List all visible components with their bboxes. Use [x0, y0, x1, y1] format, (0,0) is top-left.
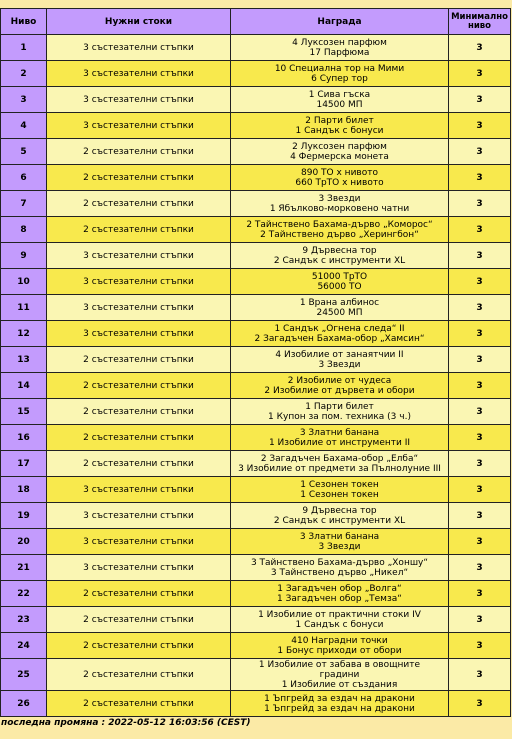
- min-level-cell: 3: [449, 243, 511, 269]
- reward-line: 2 Изобилие от чудеса: [287, 375, 392, 386]
- header-reward: Награда: [231, 9, 449, 35]
- reward-line: 51000 ТрТО: [311, 271, 368, 282]
- table-row: [1, 35, 511, 61]
- reward-cell: [231, 581, 449, 607]
- min-level-cell: 3: [449, 35, 511, 61]
- reward-cell: [231, 529, 449, 555]
- reward-line: 3 Тайнствено дърво „Никел“: [270, 567, 409, 578]
- goods-cell: 3 състезателни стъпки: [47, 477, 231, 503]
- goods-cell: 2 състезателни стъпки: [47, 633, 231, 659]
- level-cell: 11: [1, 295, 47, 321]
- level-cell: 13: [1, 347, 47, 373]
- reward-line: 1 Изобилие от инструменти II: [268, 437, 411, 448]
- goods-cell: 2 състезателни стъпки: [47, 581, 231, 607]
- reward-line: 3 Златни банана: [299, 427, 380, 438]
- reward-cell: [231, 165, 449, 191]
- reward-line: 1 Ъпгрейд за ездач на дракони: [264, 693, 415, 704]
- reward-cell: [231, 295, 449, 321]
- table-row: [1, 87, 511, 113]
- reward-cell: [231, 373, 449, 399]
- last-modified: последна промяна : 2022-05-12 16:03:56 (CEST): [1, 718, 251, 728]
- level-cell: 7: [1, 191, 47, 217]
- min-level-cell: 3: [449, 373, 511, 399]
- goods-cell: 2 състезателни стъпки: [47, 425, 231, 451]
- min-level-cell: 3: [449, 87, 511, 113]
- reward-cell: [231, 503, 449, 529]
- table-row: [1, 191, 511, 217]
- min-level-cell: 3: [449, 691, 511, 717]
- table-row: [1, 217, 511, 243]
- reward-line: 2 Загадъчен Бахама-обор „Хамсин“: [254, 333, 425, 344]
- level-cell: 22: [1, 581, 47, 607]
- min-level-cell: 3: [449, 581, 511, 607]
- goods-cell: 3 състезателни стъпки: [47, 243, 231, 269]
- goods-cell: 3 състезателни стъпки: [47, 503, 231, 529]
- goods-cell: 3 състезателни стъпки: [47, 113, 231, 139]
- reward-line: 2 Тайнствено дърво „Херингбон“: [260, 229, 419, 240]
- level-cell: 15: [1, 399, 47, 425]
- min-level-cell: 3: [449, 451, 511, 477]
- reward-line: 1 Изобилие от практични стоки IV: [258, 609, 421, 620]
- rewards-table: [0, 8, 511, 717]
- table-row: [1, 503, 511, 529]
- reward-line: 6 Супер тор: [311, 73, 368, 84]
- level-cell: 3: [1, 87, 47, 113]
- goods-cell: 2 състезателни стъпки: [47, 659, 231, 691]
- reward-line: 1 Изобилие от създания: [281, 679, 398, 690]
- reward-cell: [231, 451, 449, 477]
- reward-cell: [231, 555, 449, 581]
- min-level-cell: 3: [449, 425, 511, 451]
- reward-cell: [231, 347, 449, 373]
- table-row: [1, 113, 511, 139]
- min-level-cell: 3: [449, 191, 511, 217]
- reward-line: 2 Изобилие от дървета и обори: [264, 385, 415, 396]
- table-row: [1, 425, 511, 451]
- table-row: [1, 321, 511, 347]
- min-level-cell: 3: [449, 633, 511, 659]
- min-level-cell: 3: [449, 347, 511, 373]
- min-level-cell: 3: [449, 113, 511, 139]
- reward-line: 890 ТО x нивото: [301, 167, 378, 178]
- reward-line: 3 Златни банана: [299, 531, 380, 542]
- reward-line: 3 Звезди: [318, 359, 361, 370]
- reward-line: 1 Сандък с бонуси: [295, 619, 384, 630]
- level-cell: 21: [1, 555, 47, 581]
- goods-cell: 3 състезателни стъпки: [47, 35, 231, 61]
- level-cell: 10: [1, 269, 47, 295]
- reward-line: 2 Загадъчен Бахама-обор „Елба“: [260, 453, 419, 464]
- level-cell: 6: [1, 165, 47, 191]
- table-row: [1, 295, 511, 321]
- level-cell: 2: [1, 61, 47, 87]
- reward-line: градини: [319, 669, 360, 680]
- header-min-line-1: Минимално: [451, 11, 508, 22]
- reward-line: 1 Парти билет: [305, 401, 374, 412]
- table-body: [1, 35, 511, 717]
- reward-cell: [231, 425, 449, 451]
- header-min-level: [449, 9, 511, 35]
- level-cell: 23: [1, 607, 47, 633]
- header-goods: Нужни стоки: [47, 9, 231, 35]
- goods-cell: 2 състезателни стъпки: [47, 451, 231, 477]
- min-level-cell: 3: [449, 269, 511, 295]
- level-cell: 4: [1, 113, 47, 139]
- reward-line: 2 Парти билет: [305, 115, 374, 126]
- reward-line: 3 Звезди: [318, 193, 361, 204]
- reward-cell: [231, 35, 449, 61]
- reward-line: 24500 МП: [316, 307, 363, 318]
- reward-line: 1 Сезонен токен: [300, 479, 379, 490]
- goods-cell: 3 състезателни стъпки: [47, 555, 231, 581]
- reward-cell: [231, 269, 449, 295]
- level-cell: 17: [1, 451, 47, 477]
- level-cell: 5: [1, 139, 47, 165]
- reward-cell: [231, 243, 449, 269]
- goods-cell: 3 състезателни стъпки: [47, 529, 231, 555]
- table-row: [1, 477, 511, 503]
- min-level-cell: 3: [449, 139, 511, 165]
- level-cell: 14: [1, 373, 47, 399]
- reward-line: 660 ТрТО x нивото: [295, 177, 384, 188]
- table-row: [1, 607, 511, 633]
- table-row: [1, 399, 511, 425]
- min-level-cell: 3: [449, 503, 511, 529]
- table-row: [1, 659, 511, 691]
- reward-line: 56000 ТО: [317, 281, 362, 292]
- reward-line: 3 Звезди: [318, 541, 361, 552]
- reward-line: 10 Специална тор на Мими: [274, 63, 405, 74]
- reward-line: 4 Фермерска монета: [290, 151, 389, 162]
- reward-cell: [231, 399, 449, 425]
- goods-cell: 3 състезателни стъпки: [47, 295, 231, 321]
- reward-line: 1 Загадъчен обор „Темза“: [277, 593, 402, 604]
- level-cell: 19: [1, 503, 47, 529]
- goods-cell: 3 състезателни стъпки: [47, 321, 231, 347]
- reward-cell: [231, 321, 449, 347]
- level-cell: 18: [1, 477, 47, 503]
- reward-cell: [231, 633, 449, 659]
- min-level-cell: 3: [449, 399, 511, 425]
- goods-cell: 3 състезателни стъпки: [47, 61, 231, 87]
- header-row: [1, 9, 511, 35]
- min-level-cell: 3: [449, 61, 511, 87]
- reward-line: 2 Сандък с инструменти XL: [273, 255, 406, 266]
- reward-line: 1 Сандък с бонуси: [295, 125, 384, 136]
- header-min-line-2: ниво: [467, 20, 492, 31]
- goods-cell: 3 състезателни стъпки: [47, 87, 231, 113]
- reward-line: 1 Врана албинос: [299, 297, 380, 308]
- min-level-cell: 3: [449, 659, 511, 691]
- reward-line: 1 Сива гъска: [308, 89, 371, 100]
- reward-cell: [231, 139, 449, 165]
- goods-cell: 2 състезателни стъпки: [47, 607, 231, 633]
- min-level-cell: 3: [449, 295, 511, 321]
- reward-line: 1 Сезонен токен: [300, 489, 379, 500]
- table-row: [1, 373, 511, 399]
- level-cell: 12: [1, 321, 47, 347]
- min-level-cell: 3: [449, 607, 511, 633]
- reward-cell: [231, 607, 449, 633]
- goods-cell: 2 състезателни стъпки: [47, 139, 231, 165]
- min-level-cell: 3: [449, 217, 511, 243]
- reward-line: 4 Луксозен парфюм: [292, 37, 387, 48]
- reward-line: 1 Сандък „Огнена следа“ II: [274, 323, 405, 334]
- goods-cell: 2 състезателни стъпки: [47, 217, 231, 243]
- reward-cell: [231, 113, 449, 139]
- goods-cell: 2 състезателни стъпки: [47, 373, 231, 399]
- goods-cell: 2 състезателни стъпки: [47, 191, 231, 217]
- reward-line: 9 Дървесна тор: [302, 505, 377, 516]
- reward-line: 9 Дървесна тор: [302, 245, 377, 256]
- min-level-cell: 3: [449, 165, 511, 191]
- goods-cell: 2 състезателни стъпки: [47, 165, 231, 191]
- table-row: [1, 691, 511, 717]
- reward-line: 2 Сандък с инструменти XL: [273, 515, 406, 526]
- table-row: [1, 347, 511, 373]
- reward-cell: [231, 87, 449, 113]
- reward-line: 1 Купон за пом. техника (3 ч.): [268, 411, 411, 422]
- level-cell: 8: [1, 217, 47, 243]
- reward-cell: [231, 659, 449, 691]
- level-cell: 16: [1, 425, 47, 451]
- reward-line: 14500 МП: [316, 99, 363, 110]
- min-level-cell: 3: [449, 529, 511, 555]
- reward-line: 1 Бонус приходи от обори: [277, 645, 402, 656]
- table-row: [1, 451, 511, 477]
- reward-line: 1 Ябълково-морковено чатни: [269, 203, 410, 214]
- reward-cell: [231, 691, 449, 717]
- table-row: [1, 139, 511, 165]
- table-row: [1, 633, 511, 659]
- reward-cell: [231, 217, 449, 243]
- reward-cell: [231, 477, 449, 503]
- reward-line: 1 Изобилие от забава в овощните: [258, 659, 421, 670]
- reward-line: 1 Ъпгрейд за ездач на дракони: [264, 703, 415, 714]
- level-cell: 25: [1, 659, 47, 691]
- goods-cell: 2 състезателни стъпки: [47, 399, 231, 425]
- table-row: [1, 269, 511, 295]
- level-cell: 24: [1, 633, 47, 659]
- reward-line: 410 Наградни точки: [291, 635, 388, 646]
- table-row: [1, 581, 511, 607]
- reward-line: 1 Загадъчен обор „Волга“: [277, 583, 402, 594]
- reward-cell: [231, 191, 449, 217]
- min-level-cell: 3: [449, 555, 511, 581]
- table-row: [1, 243, 511, 269]
- reward-line: 4 Изобилие от занаятчии II: [275, 349, 404, 360]
- reward-line: 2 Луксозен парфюм: [292, 141, 387, 152]
- reward-line: 17 Парфюма: [309, 47, 370, 58]
- level-cell: 26: [1, 691, 47, 717]
- table-row: [1, 61, 511, 87]
- table-row: [1, 529, 511, 555]
- reward-line: 3 Тайнствено Бахама-дърво „Хоншу“: [250, 557, 429, 568]
- reward-cell: [231, 61, 449, 87]
- header-level: Ниво: [1, 9, 47, 35]
- goods-cell: 2 състезателни стъпки: [47, 691, 231, 717]
- goods-cell: 2 състезателни стъпки: [47, 347, 231, 373]
- table-row: [1, 165, 511, 191]
- level-cell: 1: [1, 35, 47, 61]
- reward-line: 2 Тайнствено Бахама-дърво „Коморос“: [246, 219, 433, 230]
- goods-cell: 3 състезателни стъпки: [47, 269, 231, 295]
- reward-line: 3 Изобилие от предмети за Пълнолуние III: [238, 463, 441, 474]
- min-level-cell: 3: [449, 321, 511, 347]
- level-cell: 9: [1, 243, 47, 269]
- min-level-cell: 3: [449, 477, 511, 503]
- table-row: [1, 555, 511, 581]
- level-cell: 20: [1, 529, 47, 555]
